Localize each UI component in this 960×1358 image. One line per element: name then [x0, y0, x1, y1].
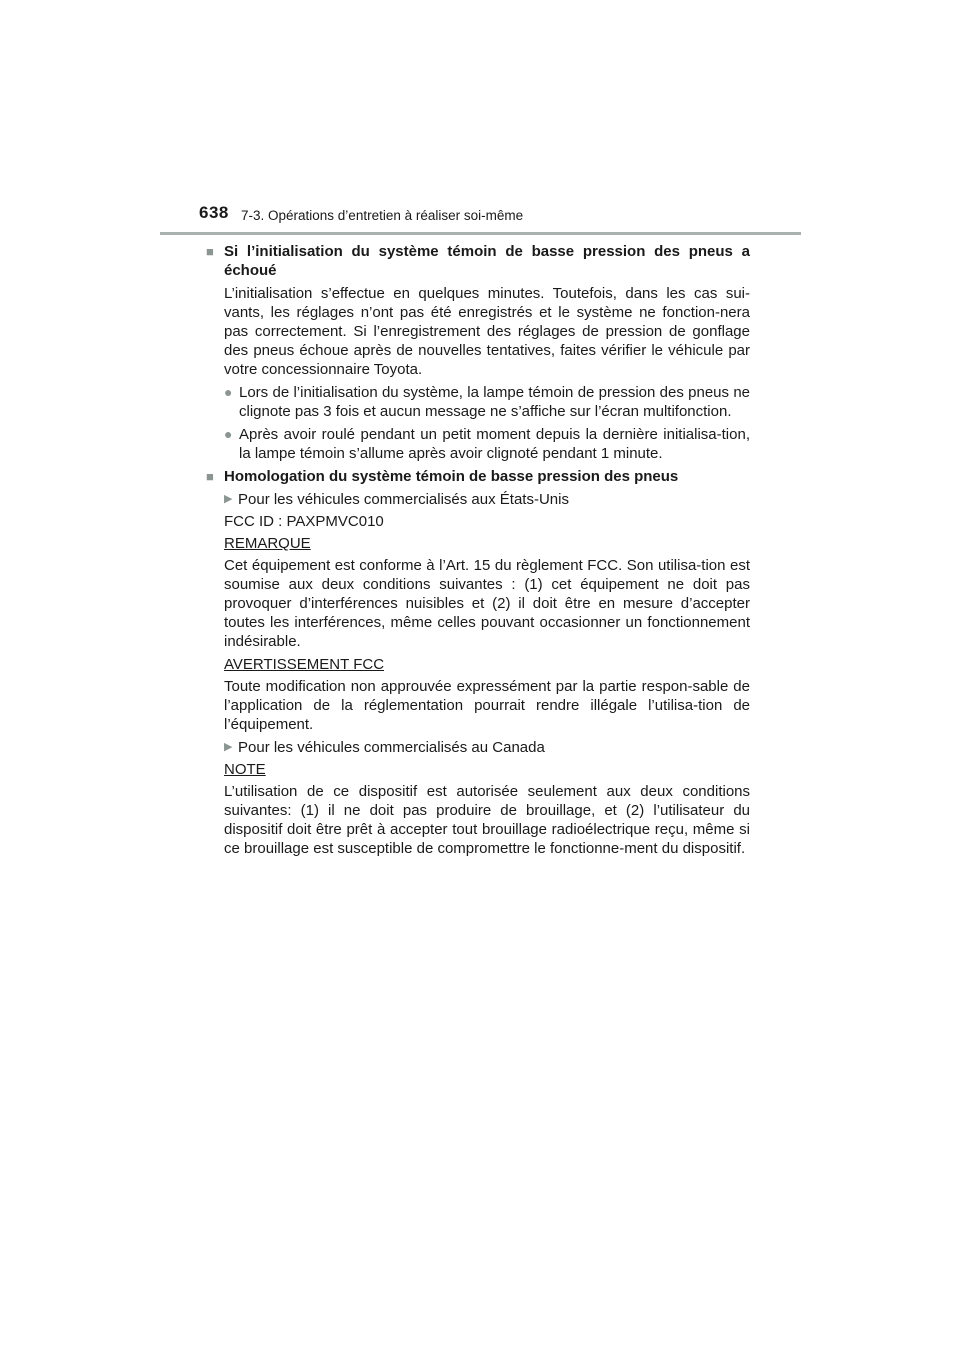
- list-item-text: Lors de l’initialisation du système, la lampe témoin de pression des pneus ne clignote pas 3 fois et aucun message ne s’affiche sur l’écran multifonction.: [239, 384, 750, 420]
- square-bullet-icon: ■: [206, 244, 214, 259]
- list-item: [224, 425, 750, 463]
- fcc-warning-text: Toute modification non approuvée expressément par la partie respon-sable de l’application de la réglementation pourrait rendre illégale l’utilisa-tion de l’équipement.: [224, 678, 750, 733]
- section-heading-text: Si l’initialisation du système témoin de basse pression des pneus a échoué: [224, 243, 750, 279]
- page-content: [206, 242, 750, 862]
- page-number: 638: [199, 203, 229, 222]
- triangle-arrow-icon: ▶: [224, 493, 233, 505]
- header-divider: [160, 232, 801, 235]
- usa-vehicles-label: [224, 490, 750, 509]
- fcc-id: FCC ID : PAXPMVC010: [224, 513, 384, 530]
- section-heading-homologation: [206, 467, 750, 486]
- canada-label-text: Pour les véhicules commercialisés au Canada: [238, 739, 545, 756]
- section-heading-text: Homologation du système témoin de basse pression des pneus: [224, 468, 679, 485]
- remarque-title: REMARQUE: [224, 535, 311, 552]
- note-text: L’utilisation de ce dispositif est autorisée seulement aux deux conditions suivantes: (1) il ne doit pas produire de brouillage, et (2) l’utilisateur du dispositif doit être prêt à accepter tout brouillage radioélectrique reçu, même si ce brouillage est susceptible de compromettre le fonctionne-ment du dispositif.: [224, 783, 750, 857]
- paragraph-initialization: L’initialisation s’effectue en quelques minutes. Toutefois, dans les cas sui-vants, les réglages n’ont pas été enregistrés et le système ne fonction-nera pas correctement. Si l’enregistrement des réglages de pression de gonflage des pneus échoue après de nouvelles tentatives, faites vérifier le véhicule par votre concessionnaire Toyota.: [224, 285, 750, 378]
- section-heading-initialization-failed: [206, 242, 750, 280]
- section-title: 7-3. Opérations d’entretien à réaliser soi-même: [241, 208, 524, 223]
- list-item: [224, 383, 750, 421]
- round-bullet-icon: ●: [224, 384, 233, 400]
- square-bullet-icon: ■: [206, 469, 214, 484]
- fcc-warning-title: AVERTISSEMENT FCC: [224, 656, 385, 673]
- round-bullet-icon: ●: [224, 426, 233, 442]
- remarque-text: Cet équipement est conforme à l’Art. 15 du règlement FCC. Son utilisa-tion est soumise aux deux conditions suivantes : (1) cet équipement ne doit pas provoquer d’interférences nuisibles et (2) il doit être en mesure d’accepter toutes les interférences, même celles pouvant occasionner un fonctionnement indésirable.: [224, 557, 750, 650]
- note-title: NOTE: [224, 761, 266, 778]
- list-item-text: Après avoir roulé pendant un petit moment depuis la dernière initialisa-tion, la lampe témoin s’allume après avoir clignoté pendant 1 minute.: [239, 426, 750, 462]
- canada-vehicles-label: [224, 738, 750, 757]
- triangle-arrow-icon: ▶: [224, 741, 233, 753]
- usa-label-text: Pour les véhicules commercialisés aux États-Unis: [238, 491, 569, 508]
